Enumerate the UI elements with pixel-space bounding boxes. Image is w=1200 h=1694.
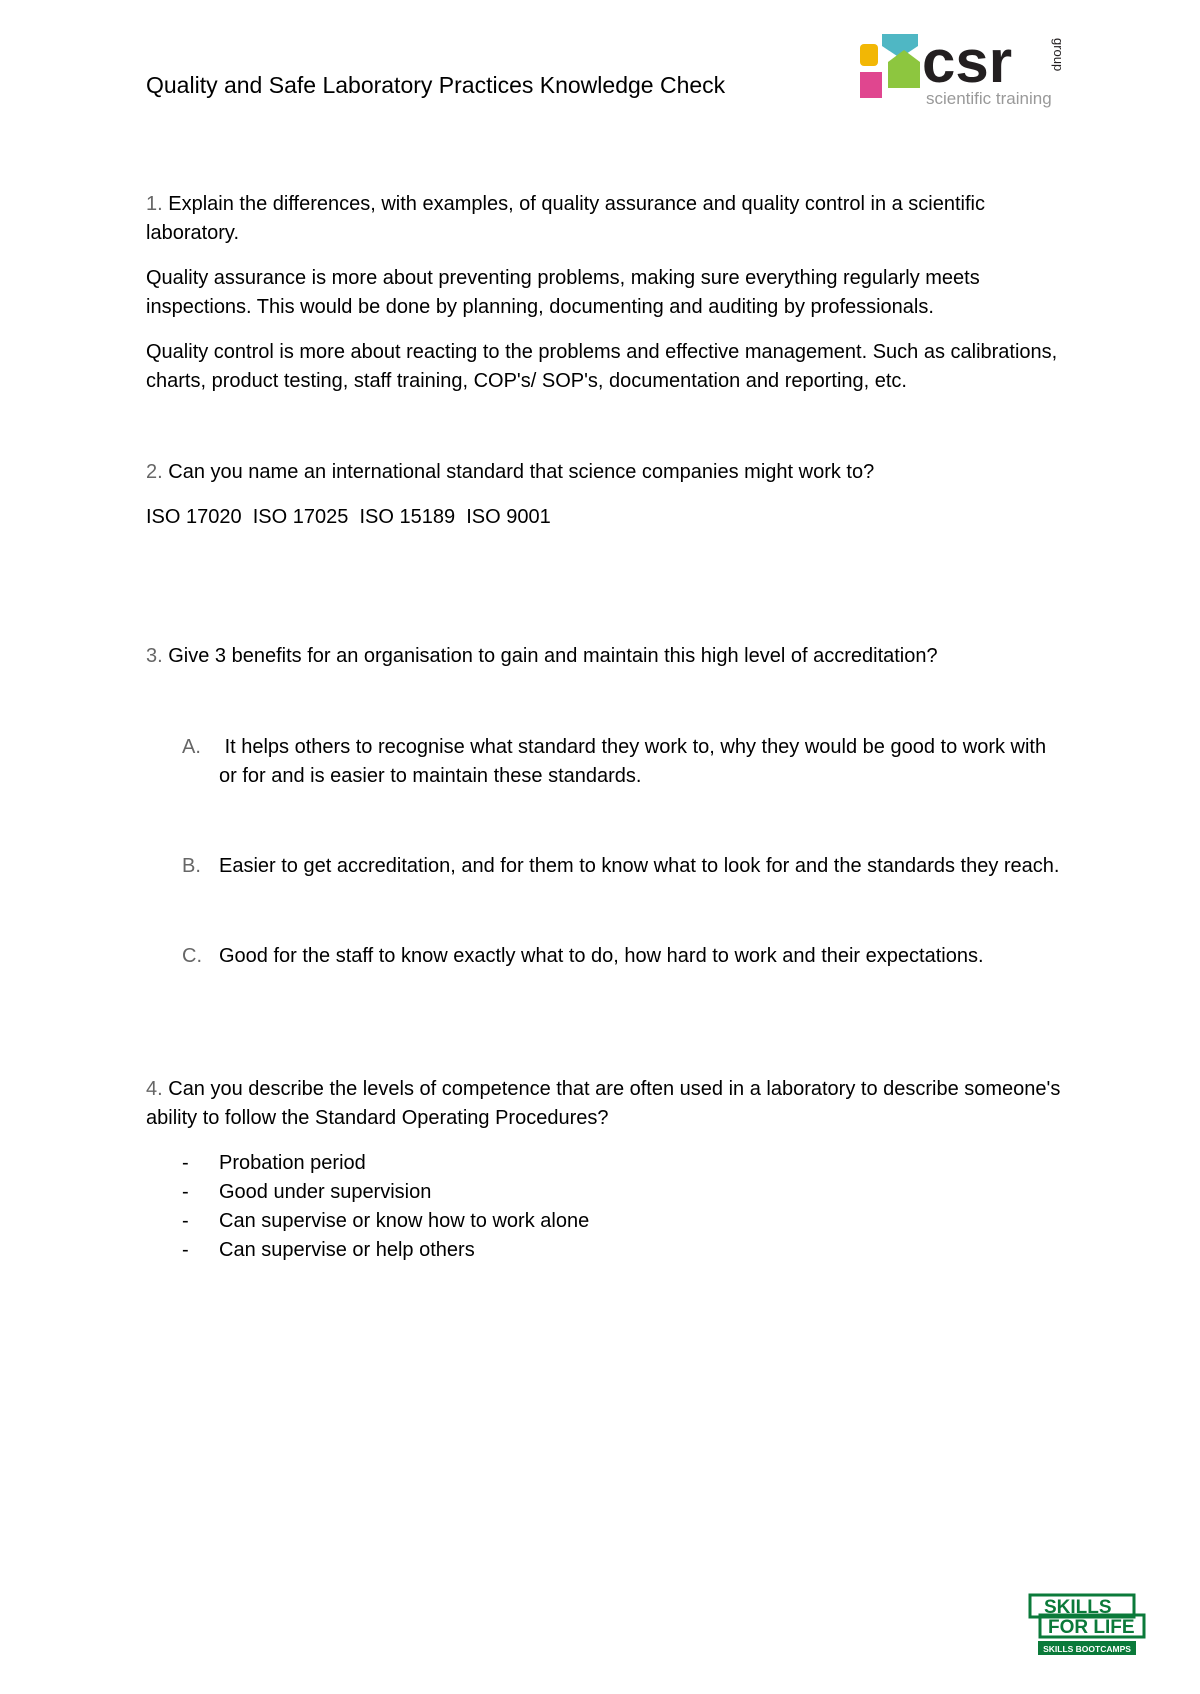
answer-1-paragraph-2: Quality control is more about reacting to the problems and effective management. Such as calibrations, charts, product testing, staff training, COP's/ SOP's, documentation and reporting, etc. [146, 341, 1058, 392]
list-item-marker: - [182, 1210, 189, 1232]
list-item-marker: C. [182, 945, 202, 967]
csr-logo [860, 32, 1070, 112]
list-item [146, 1149, 1066, 1178]
answer-2: ISO 17020 ISO 17025 ISO 15189 ISO 9001 [146, 506, 551, 528]
logo-pink-block [860, 72, 882, 98]
list-item-text: Good under supervision [219, 1181, 432, 1203]
logo-side-text: group [1051, 38, 1066, 72]
skills-for-life-logo [1028, 1593, 1146, 1659]
list-item [146, 1178, 1066, 1207]
question-4 [146, 1075, 1066, 1133]
list-item-text: Can supervise or know how to work alone [219, 1210, 590, 1232]
question-3-number: 3. [146, 645, 163, 667]
competence-levels-list [146, 1149, 1066, 1265]
logo-green-block [888, 50, 920, 88]
question-2 [146, 458, 1066, 487]
list-item-text: Easier to get accreditation, and for them to know what to look for and the standards they reach. [219, 855, 1060, 877]
list-item-text: It helps others to recognise what standard they work to, why they would be good to work with or for and is easier to maintain these standards. [219, 736, 1052, 787]
list-item [146, 1207, 1066, 1236]
list-item-marker: - [182, 1181, 189, 1203]
document-body [146, 190, 1066, 1265]
question-4-number: 4. [146, 1078, 163, 1100]
list-item-marker: B. [182, 855, 201, 877]
list-item-text: Good for the staff to know exactly what to do, how hard to work and their expectations. [219, 945, 984, 967]
question-1-number: 1. [146, 193, 163, 215]
question-3 [146, 642, 1066, 671]
logo-yellow-block [860, 44, 878, 66]
answer-1-paragraph-1: Quality assurance is more about preventing problems, making sure everything regularly meets inspections. This would be done by planning, documenting and auditing by professionals. [146, 267, 980, 318]
list-item [146, 733, 1066, 791]
question-1 [146, 190, 1066, 248]
list-item-marker: A. [182, 736, 201, 758]
logo-line-3: SKILLS BOOTCAMPS [1043, 1644, 1131, 1654]
question-4-text: Can you describe the levels of competence that are often used in a laboratory to describe someone's ability to follow the Standard Operating Procedures? [146, 1078, 1066, 1129]
logo-sub-text: scientific training [926, 89, 1052, 108]
list-item-marker: - [182, 1152, 189, 1174]
list-item-text: Can supervise or help others [219, 1239, 475, 1261]
list-item [146, 1236, 1066, 1265]
logo-line-1: SKILLS [1044, 1597, 1112, 1618]
page-title: Quality and Safe Laboratory Practices Knowledge Check [146, 72, 726, 98]
logo-main-text: csr [922, 32, 1013, 95]
question-1-text: Explain the differences, with examples, of quality assurance and quality control in a scientific laboratory. [146, 193, 985, 244]
list-item [146, 942, 1066, 971]
benefits-list [146, 733, 1066, 971]
list-item-marker: - [182, 1239, 189, 1261]
question-2-text: Can you name an international standard that science companies might work to? [168, 461, 875, 483]
list-item-text: Probation period [219, 1152, 366, 1174]
question-3-text: Give 3 benefits for an organisation to gain and maintain this high level of accreditation? [168, 645, 938, 667]
question-2-number: 2. [146, 461, 163, 483]
logo-line-2: FOR LIFE [1048, 1617, 1135, 1638]
list-item [146, 852, 1066, 881]
